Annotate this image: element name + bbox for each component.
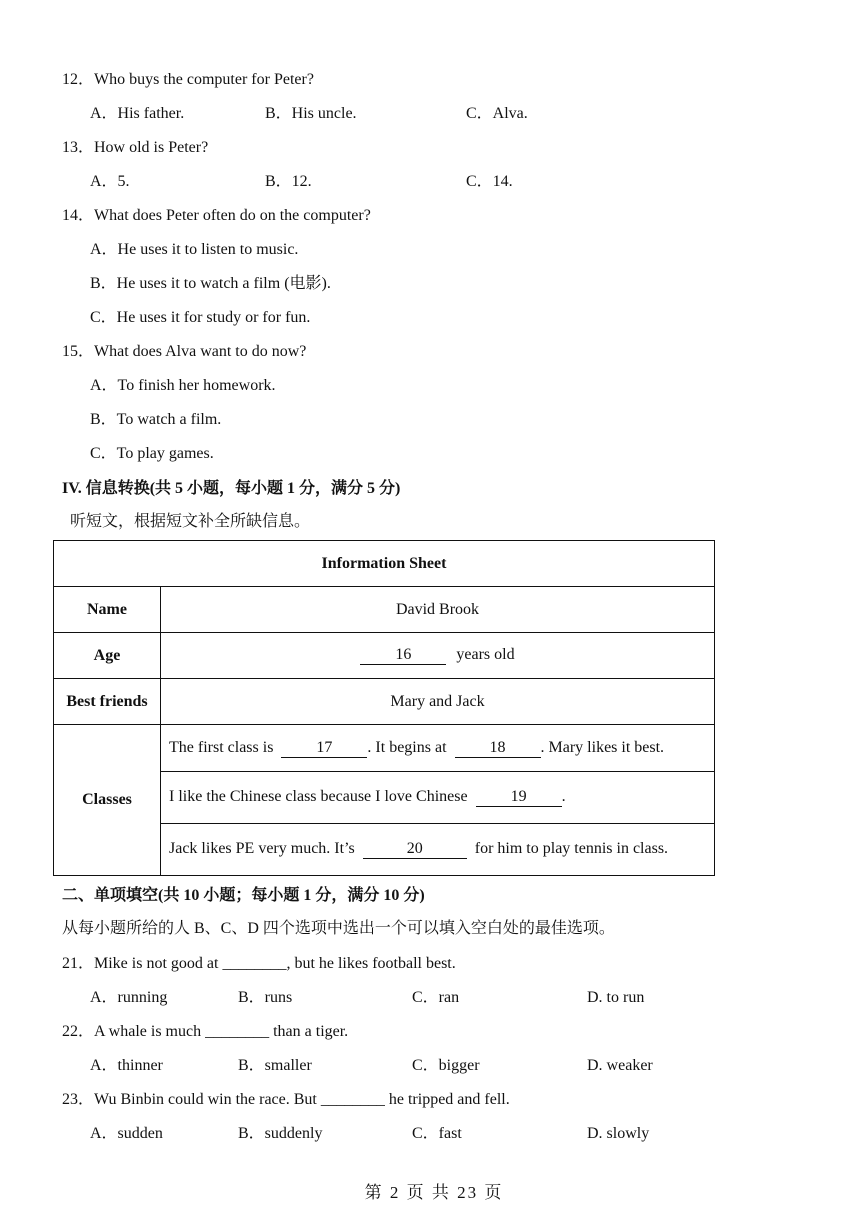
- name-value: David Brook: [161, 587, 715, 633]
- question-21-option-a: A．running: [90, 989, 168, 1006]
- question-21-option-d: D. to run: [587, 989, 645, 1006]
- information-sheet-table: [53, 540, 715, 876]
- question-22-stem: 22．A whale is much ________ than a tiger.: [62, 1023, 349, 1040]
- question-21-option-b: B．runs: [238, 989, 293, 1006]
- classes-row-3-text-b: for him to play tennis in class.: [474, 840, 669, 857]
- best-friends-label: Best friends: [54, 679, 161, 725]
- question-12-option-c: C．Alva.: [466, 105, 528, 122]
- blank-17[interactable]: 17: [281, 739, 367, 758]
- question-14-option-a: A．He uses it to listen to music.: [90, 241, 299, 258]
- classes-label: Classes: [54, 725, 161, 876]
- best-friends-value: Mary and Jack: [161, 679, 715, 725]
- classes-row-1: [161, 725, 715, 772]
- section-2-heading: 二、单项填空(共 10 小题；每小题 1 分，满分 10 分): [62, 887, 425, 904]
- classes-row-2: [161, 772, 715, 824]
- question-22-option-a: A．thinner: [90, 1057, 163, 1074]
- question-22-option-d: D. weaker: [587, 1057, 653, 1074]
- section-2-instruction: 从每小题所给的人 B、C、D 四个选项中选出一个可以填入空白处的最佳选项。: [62, 920, 615, 937]
- question-14-option-b: B．He uses it to watch a film (电影).: [90, 275, 331, 292]
- question-15-option-b: B．To watch a film.: [90, 411, 222, 428]
- classes-row-1-text-c: . Mary likes it best.: [540, 738, 665, 756]
- question-13-option-b: B．12.: [265, 173, 312, 190]
- blank-19[interactable]: 19: [476, 788, 562, 807]
- section-4-instruction: 听短文，根据短文补全所缺信息。: [70, 513, 311, 530]
- blank-18[interactable]: 18: [455, 739, 541, 758]
- classes-row-3: [161, 824, 715, 876]
- question-23-option-c: C．fast: [412, 1125, 462, 1142]
- age-label: Age: [54, 633, 161, 679]
- question-21-option-c: C．ran: [412, 989, 460, 1006]
- classes-row-2-text-a: I like the Chinese class because I love Chinese: [169, 788, 468, 805]
- section-4-heading: IV. 信息转换(共 5 小题，每小题 1 分，满分 5 分): [62, 480, 401, 497]
- classes-row-3-text-a: Jack likes PE very much. It’s: [169, 840, 355, 857]
- classes-row-2-text-b: .: [561, 788, 566, 805]
- question-23-option-a: A．sudden: [90, 1125, 163, 1142]
- page-number-footer: 第 2 页 共 23 页: [364, 1183, 504, 1202]
- question-23-option-d: D. slowly: [587, 1125, 650, 1142]
- question-12-option-a: A．His father.: [90, 105, 185, 122]
- question-13-option-a: A．5.: [90, 173, 130, 190]
- question-22-option-b: B．smaller: [238, 1057, 312, 1074]
- question-14-stem: 14．What does Peter often do on the computer?: [62, 207, 371, 224]
- classes-row-1-text-b: . It begins at: [367, 738, 447, 756]
- blank-16[interactable]: 16: [360, 646, 446, 665]
- question-13-option-c: C．14.: [466, 173, 513, 190]
- question-13-stem: 13．How old is Peter?: [62, 139, 209, 156]
- question-15-option-c: C．To play games.: [90, 445, 214, 462]
- question-12-stem: 12．Who buys the computer for Peter?: [62, 71, 314, 88]
- question-14-option-c: C．He uses it for study or for fun.: [90, 309, 311, 326]
- name-label: Name: [54, 587, 161, 633]
- classes-row-1-text-a: The first class is: [169, 738, 274, 756]
- blank-20[interactable]: 20: [363, 840, 467, 859]
- question-21-stem: 21．Mike is not good at ________, but he likes football best.: [62, 955, 456, 972]
- age-suffix: years old: [456, 646, 515, 663]
- information-sheet-title: Information Sheet: [54, 541, 715, 587]
- question-23-option-b: B．suddenly: [238, 1125, 323, 1142]
- question-15-stem: 15．What does Alva want to do now?: [62, 343, 307, 360]
- question-12-option-b: B．His uncle.: [265, 105, 357, 122]
- question-22-option-c: C．bigger: [412, 1057, 480, 1074]
- age-value: [161, 633, 715, 679]
- question-15-option-a: A．To finish her homework.: [90, 377, 276, 394]
- question-23-stem: 23．Wu Binbin could win the race. But ________ he tripped and fell.: [62, 1091, 510, 1108]
